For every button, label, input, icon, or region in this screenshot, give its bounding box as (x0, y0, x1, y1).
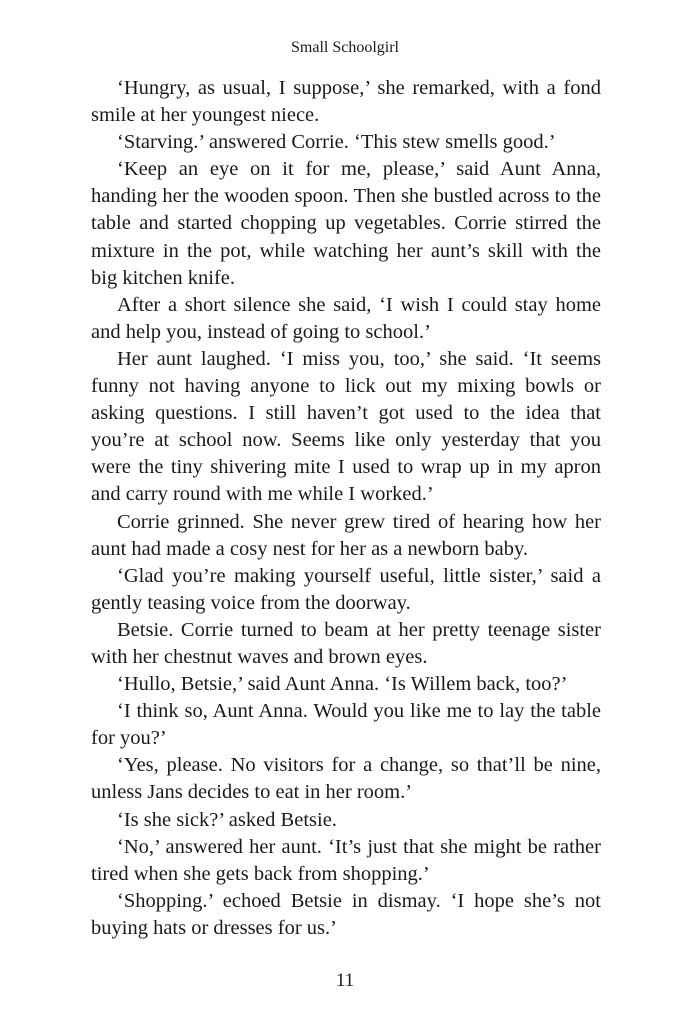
paragraph: ‘Yes, please. No visitors for a change, so that’ll be nine, unless Jans decides to eat in her room.’ (91, 754, 601, 804)
paragraph: Corrie grinned. She never grew tired of hearing how her aunt had made a cosy nest for her as a newborn baby. (91, 510, 601, 560)
paragraph: ‘Shopping.’ echoed Betsie in dismay. ‘I hope she’s not buying hats or dresses for us.’ (91, 889, 601, 939)
paragraph: ‘Glad you’re making yourself useful, little sister,’ said a gently teasing voice from the doorway. (91, 564, 601, 614)
paragraph: ‘Starving.’ answered Corrie. ‘This stew smells good.’ (117, 131, 556, 154)
body-text (91, 75, 601, 942)
paragraph: ‘Is she sick?’ asked Betsie. (117, 808, 337, 831)
paragraph: ‘Keep an eye on it for me, please,’ said Aunt Anna, handing her the wooden spoon. Then she bustled across to the table and started chopping up vegetables. Corrie stirred the mixture in the pot, while watching her aunt’s skill with the big kitchen knife. (91, 158, 601, 289)
running-head: Small Schoolgirl (291, 39, 399, 56)
paragraph: ‘No,’ answered her aunt. ‘It’s just that she might be rather tired when she gets back from shopping.’ (91, 835, 601, 885)
paragraph: After a short silence she said, ‘I wish I could stay home and help you, instead of going to school.’ (91, 293, 601, 343)
paragraph: ‘Hungry, as usual, I suppose,’ she remarked, with a fond smile at her youngest niece. (91, 77, 601, 127)
paragraph: ‘I think so, Aunt Anna. Would you like me to lay the table for you?’ (91, 700, 601, 750)
paragraph: ‘Hullo, Betsie,’ said Aunt Anna. ‘Is Willem back, too?’ (117, 673, 568, 696)
paragraph: Her aunt laughed. ‘I miss you, too,’ she said. ‘It seems funny not having anyone to lick out my mixing bowls or asking questions. I still haven’t got used to the idea that you’re at school now. Seems like only yesterday that you were the tiny shivering mite I used to wrap up in my apron and carry round with me while I worked.’ (91, 347, 601, 506)
page-number: 11 (335, 970, 355, 991)
paragraph: Betsie. Corrie turned to beam at her pretty teenage sister with her chestnut waves and brown eyes. (91, 618, 601, 668)
